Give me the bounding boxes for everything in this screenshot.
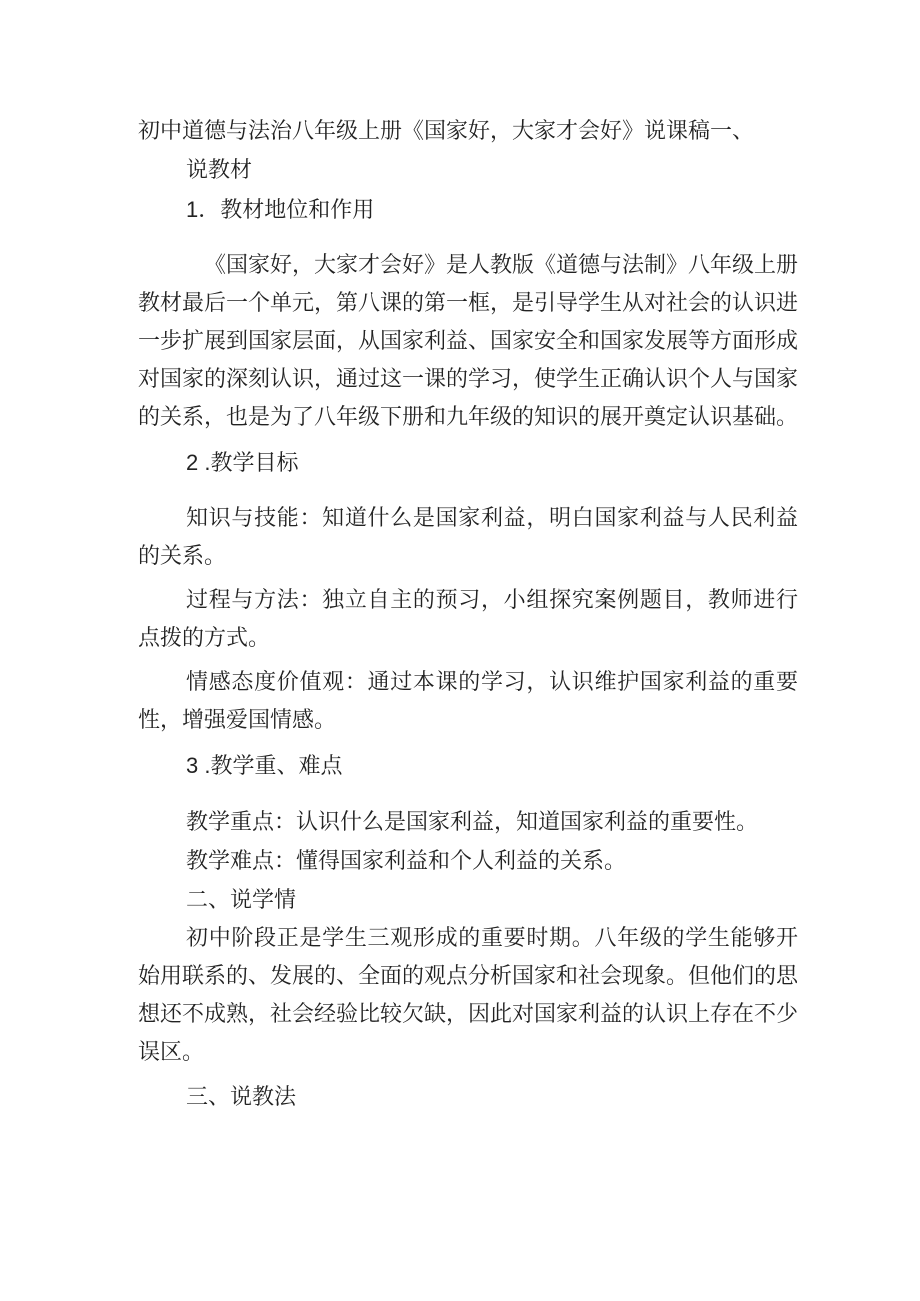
section-heading-textbook: 说教材 — [186, 158, 253, 183]
document-title: 初中道德与法治八年级上册《国家好，大家才会好》说课稿一、 — [138, 119, 755, 144]
section-heading-students: 二、说学情 — [186, 888, 297, 913]
subheading-position-role: 1．教材地位和作用 — [186, 197, 375, 222]
section-heading-methods: 三、说教法 — [186, 1085, 297, 1110]
paragraph-position-role: 《国家好，大家才会好》是人教版《道德与法制》八年级上册教材最后一个单元，第八课的第一框，是引导学生从对社会的认识进一步扩展到国家层面，从国家利益、国家安全和国家发展等方面形成对国家的深刻认识，通过这一课的学习，使学生正确认识个人与国家的关系，也是为了八年级下册和九年级的知识的展开奠定认识基础。 — [138, 253, 799, 430]
paragraph-students: 初中阶段正是学生三观形成的重要时期。八年级的学生能够开始用联系的、发展的、全面的观点分析国家和社会现象。但他们的思想还不成熟，社会经验比较欠缺，因此对国家利益的认识上存在不少误区。 — [138, 926, 799, 1065]
goal-process-methods: 过程与方法：独立自主的预习，小组探究案例题目，教师进行点拨的方式。 — [138, 588, 798, 651]
subheading-teaching-goals: 2 .教学目标 — [186, 450, 299, 475]
document-page — [138, 112, 798, 1117]
subheading-key-difficult: 3 .教学重、难点 — [186, 753, 343, 778]
goal-emotion-values: 情感态度价值观：通过本课的学习，认识维护国家利益的重要性，增强爱国情感。 — [138, 670, 798, 733]
goal-knowledge-skills: 知识与技能：知道什么是国家利益，明白国家利益与人民利益的关系。 — [138, 506, 798, 569]
teaching-difficult-point: 教学难点：懂得国家利益和个人利益的关系。 — [186, 849, 627, 874]
teaching-key-point: 教学重点：认识什么是国家利益，知道国家利益的重要性。 — [186, 810, 759, 835]
